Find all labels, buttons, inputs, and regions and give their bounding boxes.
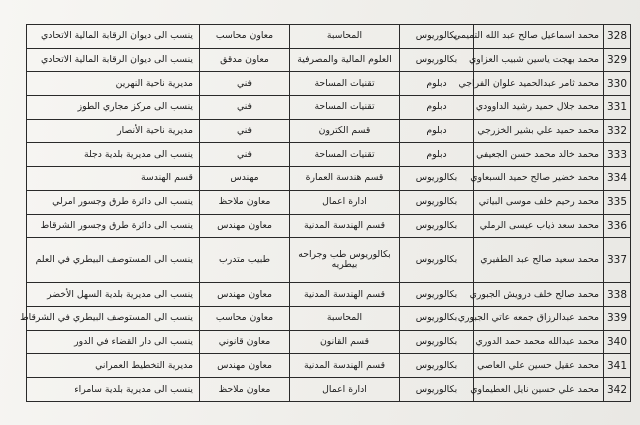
specialization-cell: بكالوريوس طب وجراحه بيطريه <box>290 238 400 283</box>
assignment-note-cell: ينسب الى دائرة طرق وجسور الشرقاط <box>27 214 200 238</box>
employee-name-cell: محمد علي حسين نايل العطيماوي <box>474 378 604 402</box>
row-number-cell: 337 <box>604 238 631 283</box>
specialization-cell: ادارة اعمال <box>290 190 400 214</box>
degree-cell: دبلوم <box>400 96 474 120</box>
assignment-note-cell: ينسب الى ديوان الرقابة المالية الاتحادي <box>27 48 200 72</box>
row-number-cell: 328 <box>604 25 631 49</box>
job-title-cell: معاون مدقق <box>200 48 290 72</box>
specialization-cell: قسم القانون <box>290 330 400 354</box>
specialization-cell: قسم الهندسة المدنية <box>290 283 400 307</box>
table-row <box>27 238 631 283</box>
job-title-cell: معاون قانوني <box>200 330 290 354</box>
job-title-cell: معاون مهندس <box>200 214 290 238</box>
assignment-note-cell: ينسب الى المستوصف البيطري في العلم <box>27 238 200 283</box>
job-title-cell: معاون مهندس <box>200 354 290 378</box>
job-title-cell: فني <box>200 72 290 96</box>
employee-name-cell: محمد خضير صالح حميد السبعاوي <box>474 167 604 191</box>
degree-cell: بكالوريوس <box>400 307 474 331</box>
degree-cell: بكالوريوس <box>400 238 474 283</box>
table-row <box>27 96 631 120</box>
table-row <box>27 214 631 238</box>
row-number-cell: 341 <box>604 354 631 378</box>
specialization-cell: قسم الكترون <box>290 119 400 143</box>
assignment-note-cell: ينسب الى مديرية بلدية سامراء <box>27 378 200 402</box>
job-title-cell: فني <box>200 96 290 120</box>
degree-cell: بكالوريوس <box>400 214 474 238</box>
job-title-cell: معاون محاسب <box>200 25 290 49</box>
degree-cell: بكالوريوس <box>400 378 474 402</box>
employee-name-cell: محمد عبدالرزاق جمعه عاتي الجبوري <box>474 307 604 331</box>
employee-name-cell: محمد عقيل حسين علي العاصي <box>474 354 604 378</box>
degree-cell: بكالوريوس <box>400 190 474 214</box>
row-number-cell: 330 <box>604 72 631 96</box>
table-row <box>27 378 631 402</box>
assignment-note-cell: مديرية التخطيط العمراني <box>27 354 200 378</box>
specialization-cell: المحاسبة <box>290 25 400 49</box>
employee-name-cell: محمد بهجت ياسين شبيب العزاوي <box>474 48 604 72</box>
table-row <box>27 48 631 72</box>
row-number-cell: 342 <box>604 378 631 402</box>
row-number-cell: 332 <box>604 119 631 143</box>
table-row <box>27 167 631 191</box>
degree-cell: دبلوم <box>400 119 474 143</box>
assignment-note-cell: ينسب الى دائرة طرق وجسور امرلي <box>27 190 200 214</box>
degree-cell: دبلوم <box>400 143 474 167</box>
table-row <box>27 307 631 331</box>
table-row <box>27 119 631 143</box>
assignment-note-cell: ينسب الى دار القضاء في الدور <box>27 330 200 354</box>
row-number-cell: 339 <box>604 307 631 331</box>
table-row <box>27 190 631 214</box>
assignment-note-cell: ينسب الى مركز مجاري الطوز <box>27 96 200 120</box>
table-row <box>27 25 631 49</box>
table-row <box>27 72 631 96</box>
employee-name-cell: محمد جلال حميد رشيد الداوودي <box>474 96 604 120</box>
employee-name-cell: محمد سعد ذياب عيسى الرملي <box>474 214 604 238</box>
degree-cell: بكالوريوس <box>400 48 474 72</box>
degree-cell: بكالوريوس <box>400 25 474 49</box>
employee-name-cell: محمد سعيد صالح عبد الطفيري <box>474 238 604 283</box>
job-title-cell: مهندس <box>200 167 290 191</box>
employee-name-cell: محمد حميد علي بشير الخزرجي <box>474 119 604 143</box>
row-number-cell: 338 <box>604 283 631 307</box>
job-title-cell: معاون ملاحظ <box>200 190 290 214</box>
row-number-cell: 333 <box>604 143 631 167</box>
employee-name-cell: محمد رحيم خلف موسى البياتي <box>474 190 604 214</box>
assignment-note-cell: مديرية ناحية الأنصار <box>27 119 200 143</box>
row-number-cell: 334 <box>604 167 631 191</box>
job-title-cell: طبيب متدرب <box>200 238 290 283</box>
degree-cell: بكالوريوس <box>400 354 474 378</box>
specialization-cell: قسم الهندسة المدنية <box>290 354 400 378</box>
row-number-cell: 336 <box>604 214 631 238</box>
degree-cell: دبلوم <box>400 72 474 96</box>
assignment-note-cell: ينسب الى ديوان الرقابة المالية الاتحادي <box>27 25 200 49</box>
table-row <box>27 354 631 378</box>
table-row <box>27 330 631 354</box>
job-title-cell: فني <box>200 143 290 167</box>
degree-cell: بكالوريوس <box>400 167 474 191</box>
specialization-cell: تقنيات المساحة <box>290 143 400 167</box>
job-title-cell: معاون ملاحظ <box>200 378 290 402</box>
employee-name-cell: محمد خالد محمد حسن الجعيفي <box>474 143 604 167</box>
table-row <box>27 283 631 307</box>
table-row <box>27 143 631 167</box>
employee-name-cell: محمد عبدالله محمد حمد الدوري <box>474 330 604 354</box>
assignment-note-cell: ينسب الى مديرية بلدية دجلة <box>27 143 200 167</box>
specialization-cell: تقنيات المساحة <box>290 96 400 120</box>
job-title-cell: معاون مهندس <box>200 283 290 307</box>
employee-table-body <box>20 25 631 402</box>
assignment-note-cell: مديرية ناحية النهرين <box>27 72 200 96</box>
degree-cell: بكالوريوس <box>400 283 474 307</box>
specialization-cell: ادارة اعمال <box>290 378 400 402</box>
employee-name-cell: محمد صالح خلف درويش الجبوري <box>474 283 604 307</box>
specialization-cell: المحاسبة <box>290 307 400 331</box>
row-number-cell: 329 <box>604 48 631 72</box>
employee-name-cell: محمد ثامر عبدالحميد علوان الفراجي <box>474 72 604 96</box>
specialization-cell: قسم هندسة العمارة <box>290 167 400 191</box>
assignment-note-cell: قسم الهندسة <box>27 167 200 191</box>
job-title-cell: معاون محاسب <box>200 307 290 331</box>
specialization-cell: العلوم المالية والمصرفية <box>290 48 400 72</box>
job-title-cell: فني <box>200 119 290 143</box>
assignment-note-cell: ينسب الى المستوصف البيطري في الشرقاط <box>27 307 200 331</box>
row-number-cell: 335 <box>604 190 631 214</box>
specialization-cell: قسم الهندسة المدنية <box>290 214 400 238</box>
row-number-cell: 340 <box>604 330 631 354</box>
assignment-note-cell: ينسب الى مديرية بلدية السهل الأخضر <box>27 283 200 307</box>
row-number-cell: 331 <box>604 96 631 120</box>
degree-cell: بكالوريوس <box>400 330 474 354</box>
employee-table <box>20 24 631 402</box>
employee-name-cell: محمد اسماعيل صالح عبد الله التميمي <box>474 25 604 49</box>
specialization-cell: تقنيات المساحة <box>290 72 400 96</box>
